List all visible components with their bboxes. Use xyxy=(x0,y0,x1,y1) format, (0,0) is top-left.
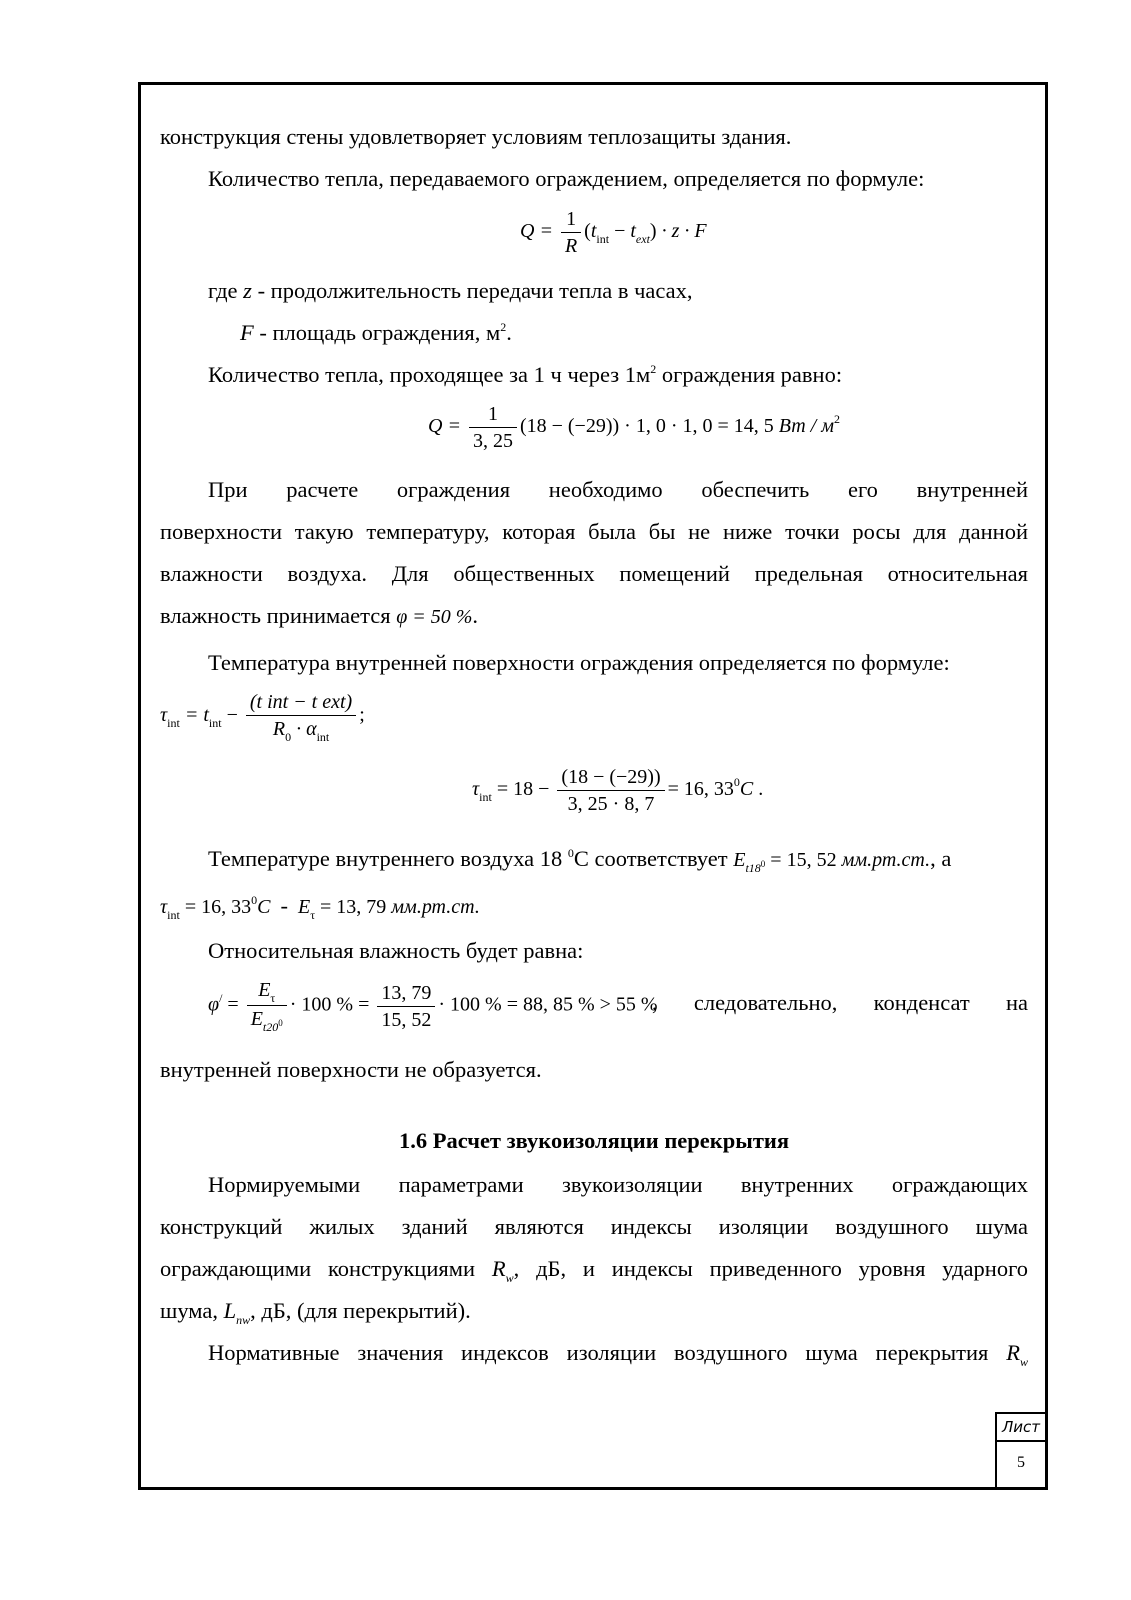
formula-text: E xyxy=(297,896,311,918)
text-line xyxy=(208,1170,1028,1200)
sheet-number: 5 xyxy=(1017,1454,1025,1471)
sheet-label: Лист xyxy=(997,1414,1045,1442)
formula-unit: Вт / м xyxy=(778,415,834,438)
subscript: w xyxy=(505,1271,514,1285)
denominator: 3, 25 · 8, 7 xyxy=(567,793,655,815)
text: Количество тепла, проходящее за 1 ч через 1м xyxy=(208,362,651,387)
sheet-stamp xyxy=(995,1412,1045,1487)
text: , следовательно, конденсат на xyxy=(652,990,1028,1015)
text: , дБ, (для перекрытий). xyxy=(250,1298,471,1323)
variable: R xyxy=(1006,1340,1020,1365)
text: Относительная влажность будет равна: xyxy=(208,938,584,963)
formula-text: τ xyxy=(160,704,168,727)
text: - xyxy=(280,893,288,918)
formula-text: · z · F xyxy=(661,220,707,243)
text-line xyxy=(160,122,1028,152)
fraction xyxy=(377,981,435,1032)
subscript: nw xyxy=(236,1313,251,1327)
denominator: E xyxy=(250,1008,263,1030)
text: Нормативные значения индексов изоляции воздушного шума перекрытия xyxy=(208,1340,989,1365)
denominator: R xyxy=(272,718,286,740)
formula-text: ; xyxy=(359,704,365,727)
formula-text: = 18 − xyxy=(496,778,550,801)
denominator: 3, 25 xyxy=(472,430,513,452)
formula-text: τ xyxy=(472,778,480,801)
formula-text: t xyxy=(630,220,636,243)
subscript: t18 xyxy=(745,861,761,875)
fraction xyxy=(561,207,581,258)
formula-text: = t xyxy=(184,704,209,727)
numerator: 1 xyxy=(561,207,581,233)
text: конструкция стены удовлетворяет условиям теплозащиты здания. xyxy=(160,124,792,149)
text-line xyxy=(208,648,1028,678)
text-line xyxy=(240,318,1028,351)
text: Количество тепла, передаваемого ограждением, определяется по формуле: xyxy=(208,166,925,191)
text-line xyxy=(208,475,1028,505)
formula-text: = 16, 33 xyxy=(184,896,252,918)
text: Нормируемыми параметрами звукоизоляции внутренних ограждающих xyxy=(208,1172,1028,1197)
formula-text: Q = xyxy=(428,415,461,438)
superscript: 2 xyxy=(834,412,840,427)
superscript: 0 xyxy=(251,893,258,907)
formula-text: (18 − (−29)) · 1, 0 · 1, 0 = 14, 5 xyxy=(519,415,774,438)
text: где xyxy=(208,278,238,303)
subscript: int xyxy=(167,908,180,922)
formula-text: Q = xyxy=(520,220,553,243)
variable: z xyxy=(243,278,252,303)
text: ограждающими конструкциями xyxy=(160,1256,476,1281)
fraction xyxy=(557,765,664,816)
text-line xyxy=(160,517,1028,547)
subscript: int xyxy=(316,730,330,744)
formula-text: φ xyxy=(208,993,220,1016)
text: , а xyxy=(930,846,952,871)
numerator: E xyxy=(258,979,271,1001)
text-line xyxy=(160,1055,1028,1085)
superscript: 2 xyxy=(500,320,507,334)
formula-text: τ xyxy=(160,896,168,918)
formula-unit: C xyxy=(257,896,271,918)
numerator: 1 xyxy=(469,402,517,428)
text: внутренней поверхности не образуется. xyxy=(160,1057,542,1082)
text: влажность принимается xyxy=(160,603,391,628)
variable: L xyxy=(223,1298,237,1323)
text-line xyxy=(160,559,1028,589)
text-line xyxy=(160,1296,1028,1329)
text-line xyxy=(208,1338,1028,1371)
text: - продолжительность передачи тепла в часах, xyxy=(257,278,693,303)
text: С соответствует xyxy=(573,846,728,871)
text: При расчете ограждения необходимо обеспечить его внутренней xyxy=(208,477,1028,502)
text-line xyxy=(208,360,1028,393)
formula-text: φ = 50 % xyxy=(396,606,473,628)
text: . xyxy=(472,603,479,628)
denominator: · α xyxy=(296,718,317,740)
superscript: 0 xyxy=(278,1018,283,1028)
subscript: 0 xyxy=(285,730,292,744)
fraction xyxy=(247,978,287,1034)
text-line xyxy=(208,936,1028,966)
subscript: int xyxy=(208,716,222,731)
section-heading: 1.6 Расчет звукоизоляции перекрытия xyxy=(398,1128,790,1153)
numerator: 13, 79 xyxy=(377,981,435,1007)
subscript: τ xyxy=(310,908,316,922)
formula-text: · 100 % = 88, 85 % > 55 % xyxy=(438,993,658,1016)
formula-tau-e2 xyxy=(160,893,480,922)
superscript: 0 xyxy=(733,775,740,790)
numerator: (18 − (−29)) xyxy=(557,765,664,791)
denominator: R xyxy=(564,235,578,257)
variable: F xyxy=(240,320,254,345)
text-line xyxy=(208,276,1028,306)
text: поверхности такую температуру, которая была бы не ниже точки росы для данной xyxy=(160,519,1028,544)
subscript: w xyxy=(1020,1355,1029,1369)
formula-tau xyxy=(160,690,365,743)
formula-unit: C xyxy=(739,778,754,801)
denominator: 15, 52 xyxy=(381,1008,432,1031)
text-line xyxy=(208,164,1028,194)
formula-phi xyxy=(208,978,658,1034)
formula-text: = xyxy=(227,993,239,1016)
formula-text: − xyxy=(226,704,238,727)
subscript: int xyxy=(167,716,180,731)
subscript: int xyxy=(479,790,492,805)
formula-tau-numeric xyxy=(472,765,763,816)
text: влажности воздуха. Для общественных помещений предельная относительная xyxy=(160,561,1028,586)
formula-text: = 13, 79 xyxy=(320,896,387,918)
formula-text: − xyxy=(609,220,631,243)
subscript: ext xyxy=(635,232,650,247)
text-line xyxy=(160,1254,1028,1287)
variable: R xyxy=(491,1256,506,1281)
numerator: (t int − t ext) xyxy=(246,690,356,716)
text-line xyxy=(160,1212,1028,1242)
superscript: / xyxy=(219,990,223,1005)
formula-e1 xyxy=(733,849,931,875)
formula-unit: мм.рт.ст. xyxy=(391,896,480,918)
formula-text: E xyxy=(733,849,746,871)
text: Температуре внутреннего воздуха 18 xyxy=(208,846,563,871)
text: конструкций жилых зданий являются индексы изоляции воздушного шума xyxy=(160,1214,1028,1239)
text: . xyxy=(506,320,512,345)
subscript: int xyxy=(596,232,610,247)
text: , дБ, и индексы приведенного уровня ударного xyxy=(513,1256,1029,1281)
text-line xyxy=(652,990,1028,1016)
fraction xyxy=(246,690,356,743)
formula-text: . xyxy=(758,778,764,801)
formula-text: t xyxy=(590,220,597,243)
fraction xyxy=(469,402,517,453)
superscript: 2 xyxy=(650,362,657,376)
superscript: 0 xyxy=(567,846,574,860)
text: ограждения равно: xyxy=(656,362,843,387)
subscript: t20 xyxy=(262,1020,279,1034)
superscript: 0 xyxy=(760,859,766,869)
formula-text: · 100 % = xyxy=(289,993,370,1016)
subscript: τ xyxy=(270,991,276,1005)
formula-q2 xyxy=(428,402,840,453)
text-line xyxy=(208,844,1028,878)
text: Температура внутренней поверхности ограждения определяется по формуле: xyxy=(208,650,950,675)
formula-q1: Q = $\frac{1}{R}$ $(t_{int} - t_{ext}) \cdot z \cdot F$ xyxy=(520,208,707,257)
text-line xyxy=(160,601,1028,632)
formula-unit: мм.рт.ст. xyxy=(841,849,931,871)
formula-text: = 15, 52 xyxy=(770,849,837,871)
formula-text: = 16, 33 xyxy=(667,778,734,801)
text: - площадь ограждения, м xyxy=(259,320,501,345)
text: шума, xyxy=(160,1298,218,1323)
